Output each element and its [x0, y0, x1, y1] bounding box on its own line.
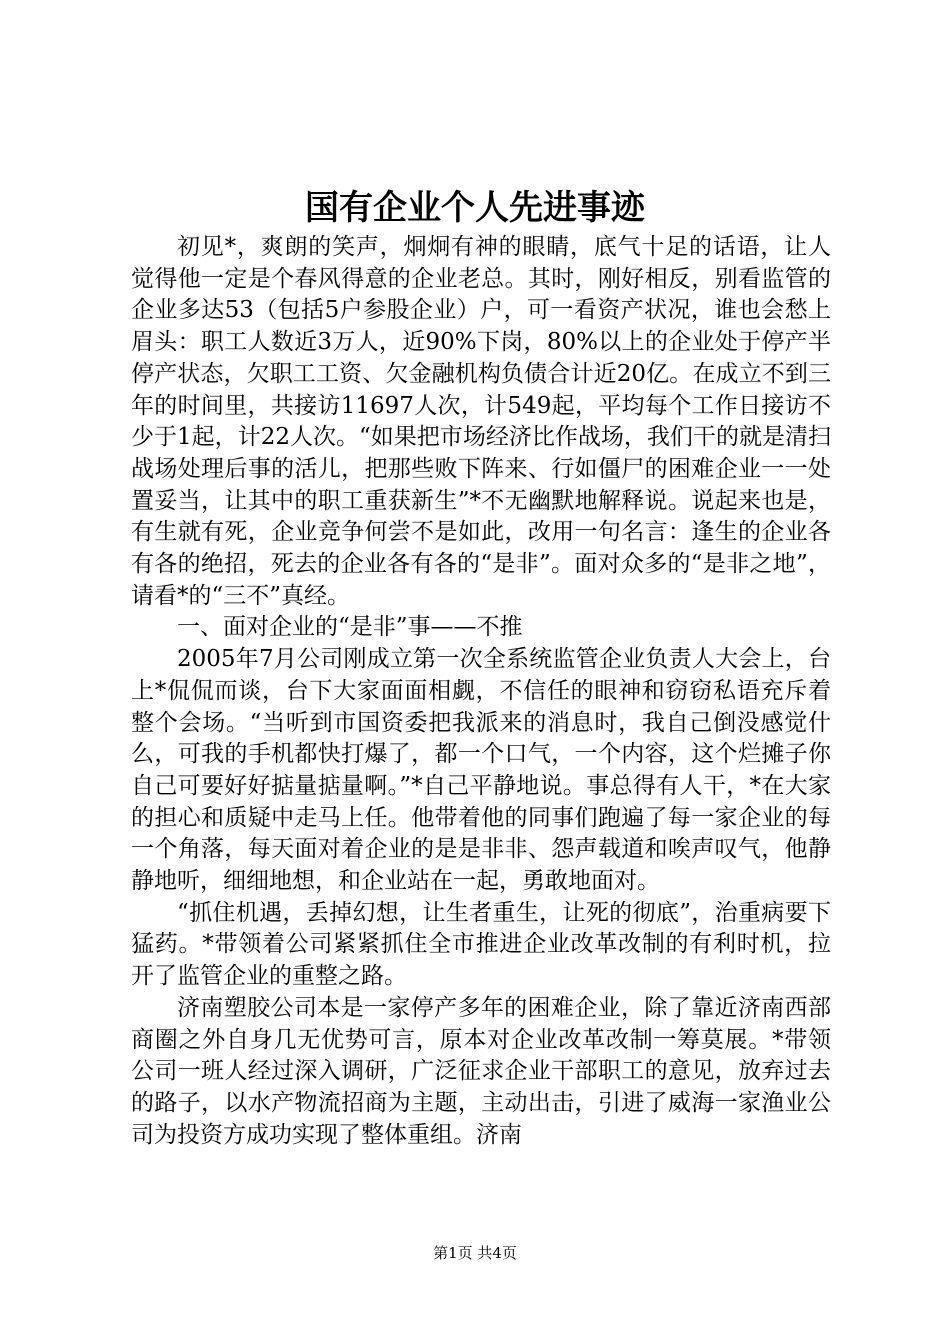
paragraph: 2005年7月公司刚成立第一次全系统监管企业负责人大会上，台上*侃侃而谈，台下大家面面相觑，不信任的眼神和窃窃私语充斥着整个会场。“当听到市国资委把我派来的消息时，我自己倒没感觉什么，可我的手机都快打爆了，都一个口气，一个内容，这个烂摊子你自己可要好好掂量掂量啊。”*自己平静地说。事总得有人干，*在大家的担心和质疑中走马上任。他带着他的同事们跑遍了每一家企业的每一个角落，每天面对着企业的是是非非、怨声载道和唉声叹气，他静静地听，细细地想，和企业站在一起，勇敢地面对。 [131, 646, 831, 895]
paragraph: “抓住机遇，丢掉幻想，让生者重生，让死的彻底”，治重病要下猛药。*带领着公司紧紧抓住全市推进企业改革改制的有利时机，拉开了监管企业的重整之路。 [131, 899, 831, 990]
page-number-footer: 第1页 共4页 [433, 1244, 517, 1262]
section-heading: 一、面对企业的“是非”事——不推 [177, 614, 523, 641]
document-title: 国有企业个人先进事迹 [305, 188, 645, 228]
paragraph: 济南塑胶公司本是一家停产多年的困难企业，除了靠近济南西部商圈之外自身几无优势可言，原本对企业改革改制一筹莫展。*带领公司一班人经过深入调研，广泛征求企业干部职工的意见，放弃过去的路子，以水产物流招商为主题，主动出击，引进了威海一家渔业公司为投资方成功实现了整体重组。济南 [131, 994, 831, 1148]
document-body [131, 232, 831, 1151]
paragraph: 初见*，爽朗的笑声，炯炯有神的眼睛，底气十足的话语，让人觉得他一定是个春风得意的企业老总。其时，刚好相反，别看监管的企业多达53（包括5户参股企业）户，可一看资产状况，谁也会愁上眉头：职工人数近3万人，近90%下岗，80%以上的企业处于停产半停产状态，欠职工工资、欠金融机构负债合计近20亿。在成立不到三年的时间里，共接访11697人次，计549起，平均每个工作日接访不少于1起，计22人次。“如果把市场经济比作战场，我们干的就是清扫战场处理后事的活儿，把那些败下阵来、行如僵尸的困难企业一一处置妥当，让其中的职工重获新生”*不无幽默地解释说。说起来也是，有生就有死，企业竞争何尝不是如此，改用一句名言：逢生的企业各有各的绝招，死去的企业各有各的“是非”。面对众多的“是非之地”，请看*的“三不”真经。 [131, 234, 831, 609]
